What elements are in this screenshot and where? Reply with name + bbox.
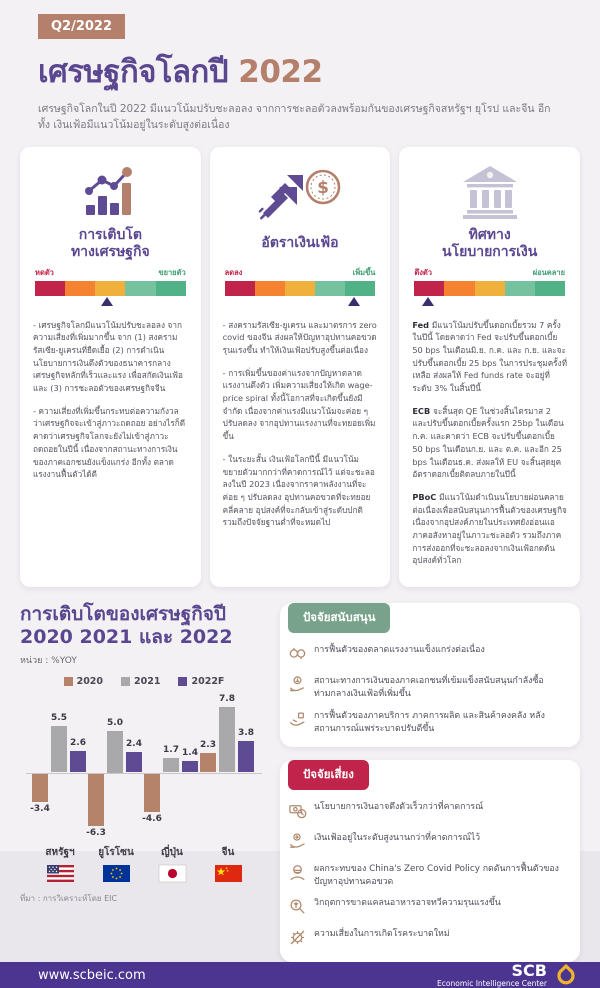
card-paragraph: - ความเสี่ยงที่เพิ่มขึ้นกระทบต่อความกังวลว่าเศรษฐกิจจะเข้าสู่ภาวะถดถอย อย่างไรก็ดี คาดว่าเศรษฐกิจโลกจะยังไม่เข้าสู่ภาวะถดถอยในปีนี้ เนื่องจากสถานะทางการเงินของภาคเอกชนยังแข็งแกร่ง อีกทั้ง ตลาดแรงงานฟื้นตัวได้ดี <box>33 405 186 480</box>
card-title <box>412 225 567 263</box>
gauge-segment <box>535 281 565 296</box>
quarter-badge: Q2/2022 <box>38 14 125 39</box>
bar-value-label: 7.8 <box>219 693 235 704</box>
chart-unit-label: หน่วย : %YOY <box>20 655 77 666</box>
banknote-clock-icon <box>288 801 307 824</box>
gauge-labels <box>35 267 186 279</box>
inflation-arrows-icon <box>223 159 378 225</box>
chart-category-labels <box>20 843 268 860</box>
bar <box>144 774 160 813</box>
card-paragraph: Fed มีแนวโน้มปรับขึ้นดอกเบี้ยรวม 7 ครั้งในปีนี้ โดยคาดว่า Fed จะปรับขึ้นดอกเบี้ย 50 bps ในเดือนมิ.ย. ก.ค. และ ก.ย. และจะปรับขึ้นดอกเบี้ย 25 bps ในการประชุมครั้งที่เหลือ ส่งผลให้ Fed funds rate จะอยู่ที่ระดับ 3% ในสิ้นปีนี้ <box>412 319 567 394</box>
category-label-2: ญี่ปุ่น <box>161 846 183 858</box>
risk-factor-item-2 <box>288 832 568 855</box>
bar-value-label: 5.5 <box>51 713 67 724</box>
legend-swatch <box>121 677 130 686</box>
gauge-pointer-icon <box>101 297 113 306</box>
bar-group-0 <box>32 691 88 843</box>
support-factor-item-3 <box>288 710 568 736</box>
risk-factor-item-5 <box>288 928 568 951</box>
food-shortage-icon <box>288 897 307 920</box>
gauge-pointer-icon <box>422 297 434 306</box>
risk-factor-item-4 <box>288 897 568 920</box>
bar-value-label: 2.4 <box>126 739 142 750</box>
risk-factor-item-text: นโยบายการเงินอาจตึงตัวเร็วกว่าที่คาดการณ์ <box>314 801 484 812</box>
risk-factor-item-text: วิกฤตการขาดแคลนอาหารอาจทวีความรุนแรงขึ้น <box>314 898 501 909</box>
flag-eu-icon <box>88 865 144 882</box>
legend-item-2021 <box>121 676 160 687</box>
bar-value-label: 1.7 <box>163 745 179 756</box>
flag-china-icon <box>200 865 256 882</box>
growth-chart-icon <box>33 159 188 225</box>
bar <box>182 761 198 773</box>
gauge-labels <box>414 267 565 279</box>
flag-us-icon <box>32 865 88 882</box>
risk-factors-panel <box>280 760 580 962</box>
category-label-3: จีน <box>221 846 235 858</box>
footer-url-link[interactable]: www.scbeic.com <box>38 967 146 983</box>
bar-value-label: -3.4 <box>30 804 50 815</box>
factors-column <box>280 603 580 962</box>
gauge <box>225 267 376 307</box>
risk-factor-item-text: เงินเฟ้ออยู่ในระดับสูงนานกว่าที่คาดการณ์ไว้ <box>314 832 481 843</box>
chart-title: การเติบโตของเศรษฐกิจปี 2020 2021 และ 2022 <box>20 603 233 649</box>
bar <box>126 752 142 772</box>
bar-value-label: -6.3 <box>86 828 106 839</box>
page-title <box>38 46 562 96</box>
bar-value-label: -4.6 <box>142 814 162 825</box>
bar <box>88 774 104 827</box>
card-title-line: ทิศทาง <box>468 226 511 243</box>
bar-value-label: 1.4 <box>182 747 198 758</box>
gauge-label-right: ผ่อนคลาย <box>532 267 566 277</box>
bar-value-label: 2.6 <box>70 737 86 748</box>
card-title <box>223 225 378 263</box>
topic-card-1 <box>20 147 201 588</box>
gauge-label-left: ลดลง <box>224 267 243 277</box>
card-paragraph: - ในระยะสั้น เงินเฟ้อโลกปีนี้ มีแนวโน้มขยายตัวมากกว่าที่คาดการณ์ไว้ แต่จะชะลอลงในปี 2023 เนื่องจากราคาพลังงานที่จะค่อย ๆ ปรับลดลง อุปทานคอขวดที่จะทยอยคลี่คลาย อุปสงค์ที่จะกลับเข้าสู่ระดับปกติ รวมถึงปัจจัยฐานต่ำที่จะหมดไป <box>222 453 375 528</box>
brand-name: SCB <box>511 961 547 981</box>
gauge <box>414 267 565 307</box>
chart-country-flags <box>20 860 268 882</box>
gauge-segment <box>35 281 65 296</box>
card-title <box>33 225 188 263</box>
bar <box>107 731 123 773</box>
risk-factor-item-text: ผลกระทบของ China's Zero Covid Policy กดดันการฟื้นตัวของปัญหาอุปทานคอขวด <box>314 863 559 888</box>
handshake-icon <box>288 644 307 667</box>
gauge-segment <box>414 281 444 296</box>
gauge-pointer-row <box>414 296 565 307</box>
bar-value-label: 2.3 <box>200 740 216 751</box>
card-paragraph: - การเพิ่มขึ้นของค่าแรงจากปัญหาตลาดแรงงานตึงตัว เพิ่มความเสี่ยงให้เกิด wage-price spiral ทั้งนี้โอกาสที่จะเกิดขึ้นยังมีจำกัด เนื่องจากค่าแรงมีแนวโน้มจะค่อย ๆ ปรับลดลง จากอุปทานแรงงานที่จะทยอยเพิ่มขึ้น <box>222 367 376 442</box>
card-paragraph: - สงครามรัสเซีย-ยูเครน และมาตรการ zero covid ของจีน ส่งผลให้ปัญหาอุปทานคอขวดรุนแรงขึ้น ทำให้เงินเฟ้อปรับสูงขึ้นต่อเนื่อง <box>222 319 377 355</box>
chart-source: ที่มา : การวิเคราะห์โดย EIC <box>20 893 118 903</box>
legend-swatch <box>64 677 73 686</box>
bar-chart <box>20 691 268 843</box>
risk-factor-item-text: ความเสี่ยงในการเกิดโรคระบาดใหม่ <box>314 929 450 940</box>
risk-factor-item-3 <box>288 863 568 889</box>
no-virus-icon <box>288 928 307 951</box>
gauge-segment <box>475 281 505 296</box>
money-hand-icon <box>288 675 307 698</box>
bar <box>51 726 67 772</box>
support-factor-header: ปัจจัยสนับสนุน <box>288 603 390 633</box>
card-title-line: ทางเศรษฐกิจ <box>70 243 150 260</box>
gauge-pointer-row <box>225 296 376 307</box>
legend-item-2022F <box>178 676 224 687</box>
legend-swatch <box>178 677 187 686</box>
bar-value-label: 3.8 <box>238 727 254 738</box>
risk-factor-item-1 <box>288 801 568 824</box>
card-title-line: การเติบโต <box>78 226 142 243</box>
gauge <box>35 267 186 307</box>
growth-chart-section <box>20 603 268 962</box>
topic-card-2 <box>210 147 391 588</box>
bar <box>219 707 235 773</box>
page-title-year: 2022 <box>238 54 323 90</box>
gauge-bar <box>225 281 376 296</box>
gauge-pointer-icon <box>348 297 360 306</box>
gauge-bar <box>414 281 565 296</box>
gauge-labels <box>225 267 376 279</box>
brand-subtitle: Economic Intelligence Center <box>437 978 547 988</box>
flag-japan-icon <box>144 865 200 882</box>
header <box>0 0 600 134</box>
gauge-segment <box>505 281 535 296</box>
gauge-segment <box>225 281 255 296</box>
bar <box>200 753 216 772</box>
svg-text:$: $ <box>317 177 329 198</box>
bar <box>238 741 254 773</box>
legend-item-2020 <box>64 676 103 687</box>
support-factor-item-text: สถานะทางการเงินของภาคเอกชนที่เข้มแข็งสนับสนุนกำลังซื้อท่ามกลางเงินเฟ้อที่เพิ่มขึ้น <box>314 676 544 700</box>
gauge-segment <box>285 281 315 296</box>
page-title-main: เศรษฐกิจโลกปี <box>38 54 228 90</box>
bar <box>70 751 86 773</box>
category-label-1: ยูโรโซน <box>98 846 134 858</box>
chart-legend <box>20 676 268 687</box>
gauge-segment <box>345 281 375 296</box>
gauge-label-right: เพิ่มขึ้น <box>352 267 376 277</box>
topic-card-3 <box>399 147 580 588</box>
bar <box>163 758 179 772</box>
gauge-label-left: หดตัว <box>35 267 54 277</box>
support-factor-item-text: การฟื้นตัวของภาคบริการ ภาคการผลิต และสินค้าคงคลัง หลังสถานการณ์แพร่ระบาดปรับดีขึ้น <box>314 710 545 734</box>
support-factor-item-1 <box>288 644 568 667</box>
gauge-segment <box>156 281 186 296</box>
gauge-segment <box>125 281 155 296</box>
gauge-segment <box>315 281 345 296</box>
footer-bar <box>0 962 600 988</box>
card-title-line: นโยบายการเงิน <box>442 243 538 260</box>
coin-hand-icon <box>288 832 307 855</box>
card-paragraph: ECB จะสิ้นสุด QE ในช่วงสิ้นไตรมาส 2 และปรับขึ้นดอกเบี้ยครั้งแรก 25bp ในเดือนก.ค. และคาดว่า ECB จะปรับขึ้นดอกเบี้ย 50 bps ในเดือนก.ย. และ ต.ค. และอีก 25 bps ในเดือนธ.ค. ส่งผลให้ EU จะสิ้นสุดยุคอัตราดอกเบี้ยติดลบภายในปีนี้ <box>412 405 564 480</box>
risk-factor-header: ปัจจัยเสี่ยง <box>288 760 369 790</box>
bank-icon <box>412 159 567 225</box>
mask-person-icon <box>288 863 307 886</box>
bar-group-3 <box>200 691 256 843</box>
support-factor-item-text: การฟื้นตัวของตลาดแรงงานแข็งแกร่งต่อเนื่อง <box>314 645 485 656</box>
gauge-segment <box>444 281 474 296</box>
gauge-segment <box>255 281 285 296</box>
category-label-0: สหรัฐฯ <box>45 846 75 858</box>
topic-cards-row <box>0 134 600 588</box>
gauge-label-right: ขยายตัว <box>158 267 186 277</box>
gauge-segment <box>65 281 95 296</box>
gauge-label-left: ตึงตัว <box>414 267 432 277</box>
card-title-line: อัตราเงินเฟ้อ <box>261 235 339 252</box>
support-factor-item-2 <box>288 675 568 701</box>
recovery-hand-icon <box>288 710 307 733</box>
bar-value-label: 5.0 <box>107 717 123 728</box>
legend-label: 2021 <box>134 675 161 687</box>
gauge-pointer-row <box>35 296 186 307</box>
gauge-segment <box>95 281 125 296</box>
card-paragraph: PBoC มีแนวโน้มดำเนินนโยบายผ่อนคลายต่อเนื่องเพื่อสนับสนุนการฟื้นตัวของเศรษฐกิจ เนื่องจากอุปสงค์ภายในประเทศยังอ่อนแอ ภาคอสังหาอยู่ในภาวะชะลอตัว รวมถึงภาคการส่งออกที่จะชะลอลงจากเงินเฟ้อกดดันอุปสงค์ทั่วโลก <box>412 491 567 566</box>
legend-label: 2020 <box>76 675 104 687</box>
legend-label: 2022F <box>191 675 225 687</box>
bar <box>32 774 48 803</box>
lower-zone <box>0 587 600 962</box>
bar-group-2 <box>144 691 200 843</box>
support-factors-panel <box>280 603 580 747</box>
brand-block <box>437 962 578 988</box>
card-paragraph: - เศรษฐกิจโลกมีแนวโน้มปรับชะลอลง จากความเสี่ยงที่เพิ่มมากขึ้น จาก (1) สงครามรัสเซีย-ยูเครนที่ยืดเยื้อ (2) การดำเนินนโยบายการเงินตึงตัวของธนาคารกลางเศรษฐกิจหลักที่เร็วและแรง เพื่อสกัดเงินเฟ้อ และ (3) การชะลอตัวของเศรษฐกิจจีน <box>33 319 183 394</box>
gauge-bar <box>35 281 186 296</box>
page-subtitle: เศรษฐกิจโลกในปี 2022 มีแนวโน้มปรับชะลอลง จากการชะลอตัวลงพร้อมกันของเศรษฐกิจสหรัฐฯ ยุโรป และจีน อีกทั้ง เงินเฟ้อมีแนวโน้มอยู่ในระดับสูงต่อเนื่อง <box>38 103 551 131</box>
scb-logo-icon <box>554 963 578 987</box>
